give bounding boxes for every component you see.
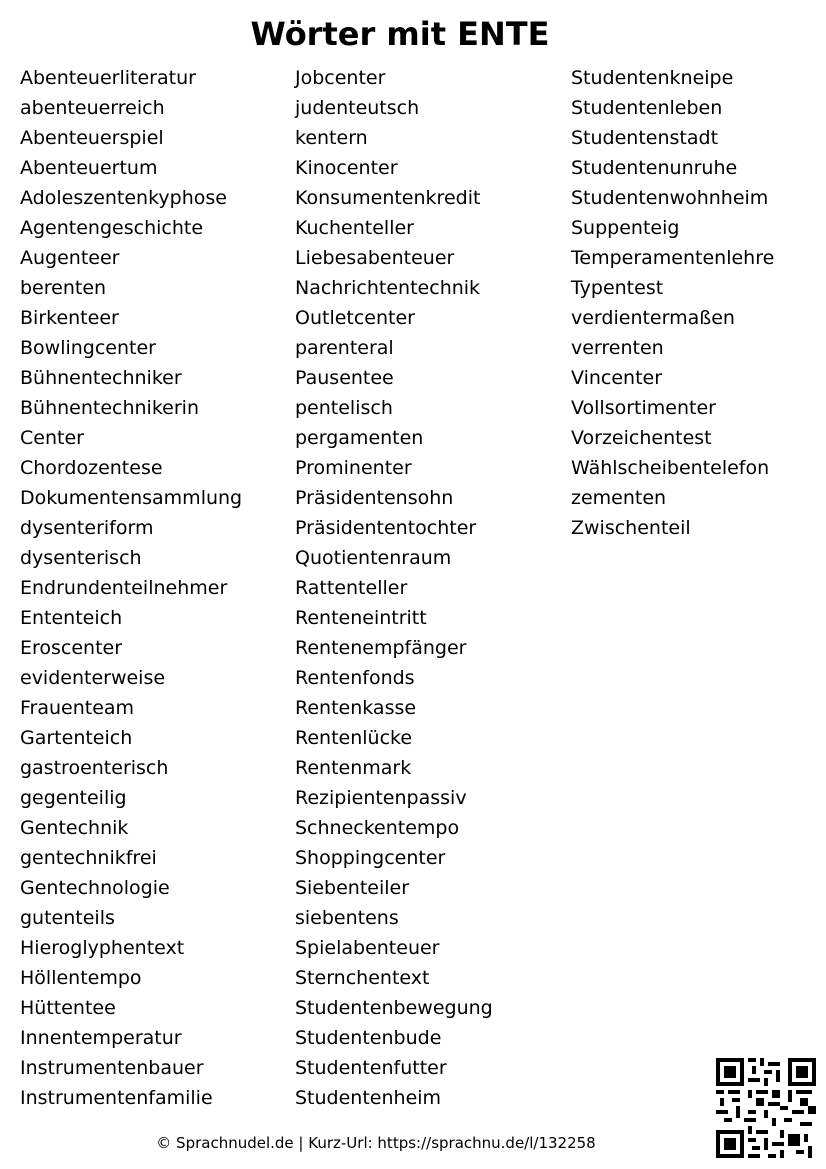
qr-code-icon bbox=[716, 1058, 816, 1158]
word-item: Konsumentenkredit bbox=[295, 187, 481, 209]
word-item: Studentenstadt bbox=[571, 127, 719, 149]
word-item: Gentechnologie bbox=[20, 877, 170, 899]
word-item: Chordozentese bbox=[20, 457, 163, 479]
word-item: Studentenfutter bbox=[295, 1057, 447, 1079]
word-item: Quotientenraum bbox=[295, 547, 452, 569]
word-item: Bühnentechnikerin bbox=[20, 397, 199, 419]
word-item: Eroscenter bbox=[20, 637, 123, 659]
word-item: Gentechnik bbox=[20, 817, 129, 839]
word-item: Liebesabenteuer bbox=[295, 247, 455, 269]
word-item: Endrundenteilnehmer bbox=[20, 577, 228, 599]
word-item: Pausentee bbox=[295, 367, 394, 389]
word-item: Abenteuertum bbox=[20, 157, 158, 179]
word-item: verdientermaßen bbox=[571, 307, 735, 329]
word-item: Vorzeichentest bbox=[571, 427, 712, 449]
word-column-1 bbox=[20, 63, 242, 1113]
footer-credit: © Sprachnudel.de | Kurz-Url: https://sprachnu.de/l/132258 bbox=[156, 1134, 596, 1152]
word-item: Hüttentee bbox=[20, 997, 116, 1019]
word-item: Abenteuerliteratur bbox=[20, 67, 196, 89]
word-item: Rezipientenpassiv bbox=[295, 787, 467, 809]
word-item: Studentenheim bbox=[295, 1087, 442, 1109]
word-item: Studentenunruhe bbox=[571, 157, 738, 179]
word-item: Rentenmark bbox=[295, 757, 412, 779]
word-item: Center bbox=[20, 427, 84, 449]
word-item: Studentenwohnheim bbox=[571, 187, 769, 209]
word-item: Siebenteiler bbox=[295, 877, 410, 899]
page-title: Wörter mit ENTE bbox=[250, 15, 550, 53]
word-item: gegenteilig bbox=[20, 787, 127, 809]
word-item: Prominenter bbox=[295, 457, 412, 479]
word-item: Suppenteig bbox=[571, 217, 680, 239]
word-item: Hieroglyphentext bbox=[20, 937, 185, 959]
word-item: Kuchenteller bbox=[295, 217, 414, 239]
word-item: Dokumentensammlung bbox=[20, 487, 243, 509]
word-item: Vincenter bbox=[571, 367, 663, 389]
word-item: Bühnentechniker bbox=[20, 367, 182, 389]
word-item: Jobcenter bbox=[295, 67, 386, 89]
word-item: Rattenteller bbox=[295, 577, 408, 599]
word-item: evidenterweise bbox=[20, 667, 166, 689]
word-column-3 bbox=[571, 63, 774, 543]
word-item: Sternchentext bbox=[295, 967, 430, 989]
word-item: berenten bbox=[20, 277, 107, 299]
word-item: Instrumentenbauer bbox=[20, 1057, 204, 1079]
word-item: Spielabenteuer bbox=[295, 937, 440, 959]
word-item: Rentenfonds bbox=[295, 667, 415, 689]
word-item: Nachrichtentechnik bbox=[295, 277, 481, 299]
word-item: Schneckentempo bbox=[295, 817, 460, 839]
word-item: gentechnikfrei bbox=[20, 847, 157, 869]
word-item: Innentemperatur bbox=[20, 1027, 182, 1049]
word-item: Shoppingcenter bbox=[295, 847, 446, 869]
word-item: siebentens bbox=[295, 907, 399, 929]
word-item: Vollsortimenter bbox=[571, 397, 716, 419]
word-item: Typentest bbox=[571, 277, 664, 299]
word-item: Rentenlücke bbox=[295, 727, 413, 749]
word-item: kentern bbox=[295, 127, 368, 149]
word-item: zementen bbox=[571, 487, 667, 509]
word-item: Gartenteich bbox=[20, 727, 133, 749]
word-item: Agentengeschichte bbox=[20, 217, 204, 239]
word-column-2 bbox=[295, 63, 493, 1113]
word-item: Studentenbewegung bbox=[295, 997, 493, 1019]
word-item: judenteutsch bbox=[295, 97, 420, 119]
word-item: verrenten bbox=[571, 337, 664, 359]
word-item: gutenteils bbox=[20, 907, 115, 929]
word-item: Studentenbude bbox=[295, 1027, 442, 1049]
word-item: Rentenempfänger bbox=[295, 637, 467, 659]
word-item: Wählscheibentelefon bbox=[571, 457, 770, 479]
word-item: pentelisch bbox=[295, 397, 393, 419]
word-item: Temperamentenlehre bbox=[571, 247, 775, 269]
word-item: Studentenleben bbox=[571, 97, 723, 119]
word-item: Ententeich bbox=[20, 607, 123, 629]
word-item: Abenteuerspiel bbox=[20, 127, 164, 149]
word-item: Frauenteam bbox=[20, 697, 135, 719]
word-item: Präsidentensohn bbox=[295, 487, 454, 509]
word-item: Höllentempo bbox=[20, 967, 142, 989]
word-item: Studentenkneipe bbox=[571, 67, 734, 89]
word-item: Birkenteer bbox=[20, 307, 119, 329]
word-item: gastroenterisch bbox=[20, 757, 169, 779]
word-item: abenteuerreich bbox=[20, 97, 165, 119]
word-item: Präsidententochter bbox=[295, 517, 477, 539]
word-item: Zwischenteil bbox=[571, 517, 691, 539]
word-item: Outletcenter bbox=[295, 307, 415, 329]
word-item: parenteral bbox=[295, 337, 394, 359]
word-item: dysenterisch bbox=[20, 547, 142, 569]
word-item: Kinocenter bbox=[295, 157, 398, 179]
word-item: Bowlingcenter bbox=[20, 337, 156, 359]
word-item: Augenteer bbox=[20, 247, 120, 269]
word-item: Instrumentenfamilie bbox=[20, 1087, 213, 1109]
word-item: Adoleszentenkyphose bbox=[20, 187, 227, 209]
word-item: Renteneintritt bbox=[295, 607, 427, 629]
word-item: Rentenkasse bbox=[295, 697, 417, 719]
word-item: dysenteriform bbox=[20, 517, 154, 539]
word-item: pergamenten bbox=[295, 427, 424, 449]
